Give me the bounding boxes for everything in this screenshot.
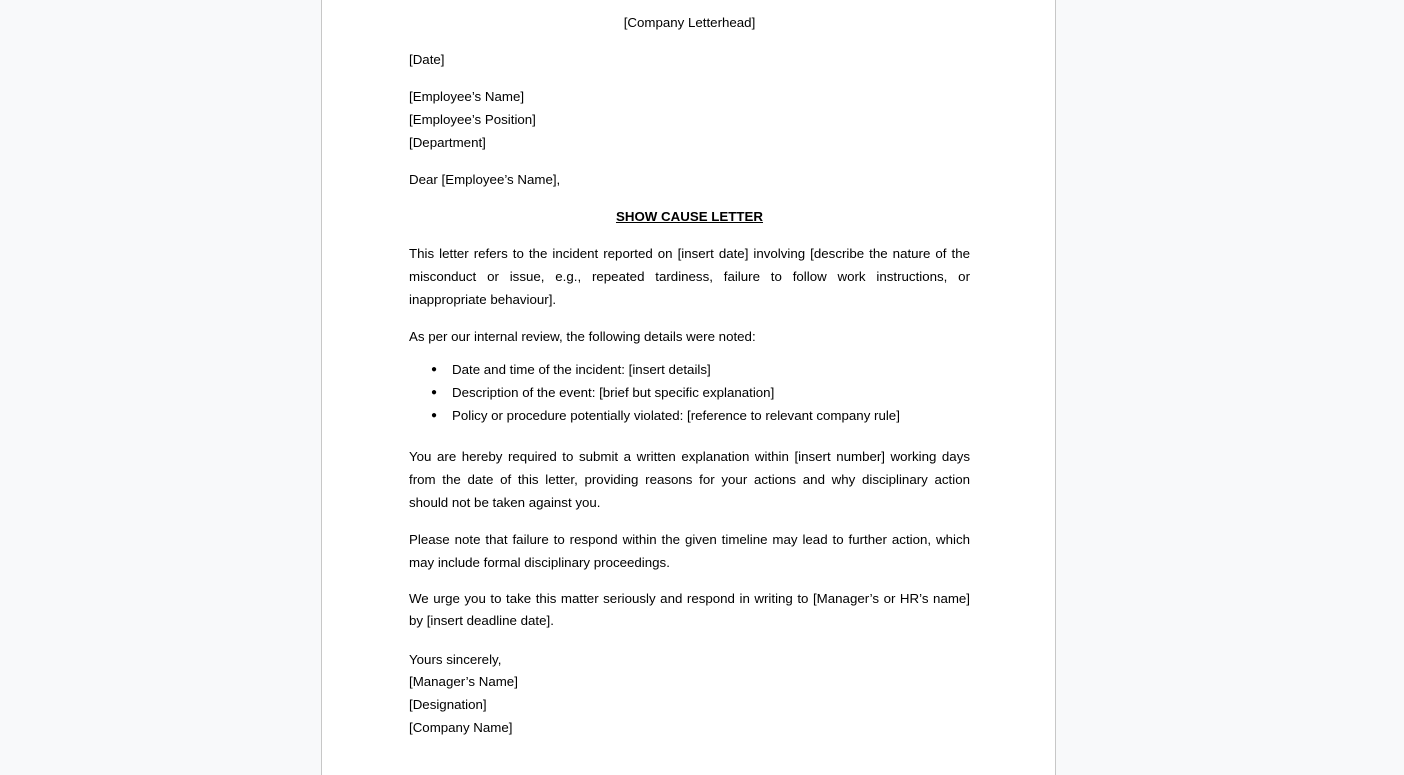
signature-name: [Manager’s Name] — [409, 674, 518, 689]
paragraph-review: As per our internal review, the following details were noted: — [409, 329, 756, 344]
list-item-text: Description of the event: [brief but specific explanation] — [452, 385, 775, 400]
letterhead: [Company Letterhead] — [623, 15, 756, 30]
paragraph-incident: This letter refers to the incident reported on [insert date] involving [describe the nature of the misconduct or issue, e.g., repeated tardiness, failure to follow work instructions, or inappropriate behaviour]. — [409, 246, 970, 307]
bullet-icon: ● — [431, 364, 438, 375]
signature-designation: [Designation] — [409, 697, 487, 712]
letter-date: [Date] — [409, 52, 445, 67]
letter-title: SHOW CAUSE LETTER — [615, 209, 763, 224]
bullet-icon: ● — [431, 410, 438, 421]
recipient-position: [Employee’s Position] — [409, 112, 536, 127]
paragraph-urge: We urge you to take this matter seriously and respond in writing to [Manager’s or HR’s name] by [insert deadline date]. — [409, 591, 970, 628]
list-item-text: Policy or procedure potentially violated: [reference to relevant company rule] — [452, 408, 900, 423]
signature-company: [Company Name] — [409, 720, 513, 735]
details-list — [409, 358, 970, 427]
bullet-icon: ● — [431, 387, 438, 398]
list-item — [409, 358, 970, 381]
list-item-text: Date and time of the incident: [insert details] — [452, 362, 711, 377]
list-item — [409, 381, 970, 404]
salutation: Dear [Employee’s Name], — [409, 172, 561, 187]
paragraph-warning: Please note that failure to respond within the given timeline may lead to further action, which may include formal disciplinary proceedings. — [409, 532, 970, 570]
closing: Yours sincerely, — [409, 652, 502, 667]
document-page — [321, 0, 1056, 775]
recipient-department: [Department] — [409, 135, 486, 150]
recipient-name: [Employee’s Name] — [409, 89, 525, 104]
list-item — [409, 404, 970, 427]
paragraph-explanation: You are hereby required to submit a written explanation within [insert number] working days from the date of this letter, providing reasons for your actions and why disciplinary action should not be taken against you. — [409, 449, 970, 510]
